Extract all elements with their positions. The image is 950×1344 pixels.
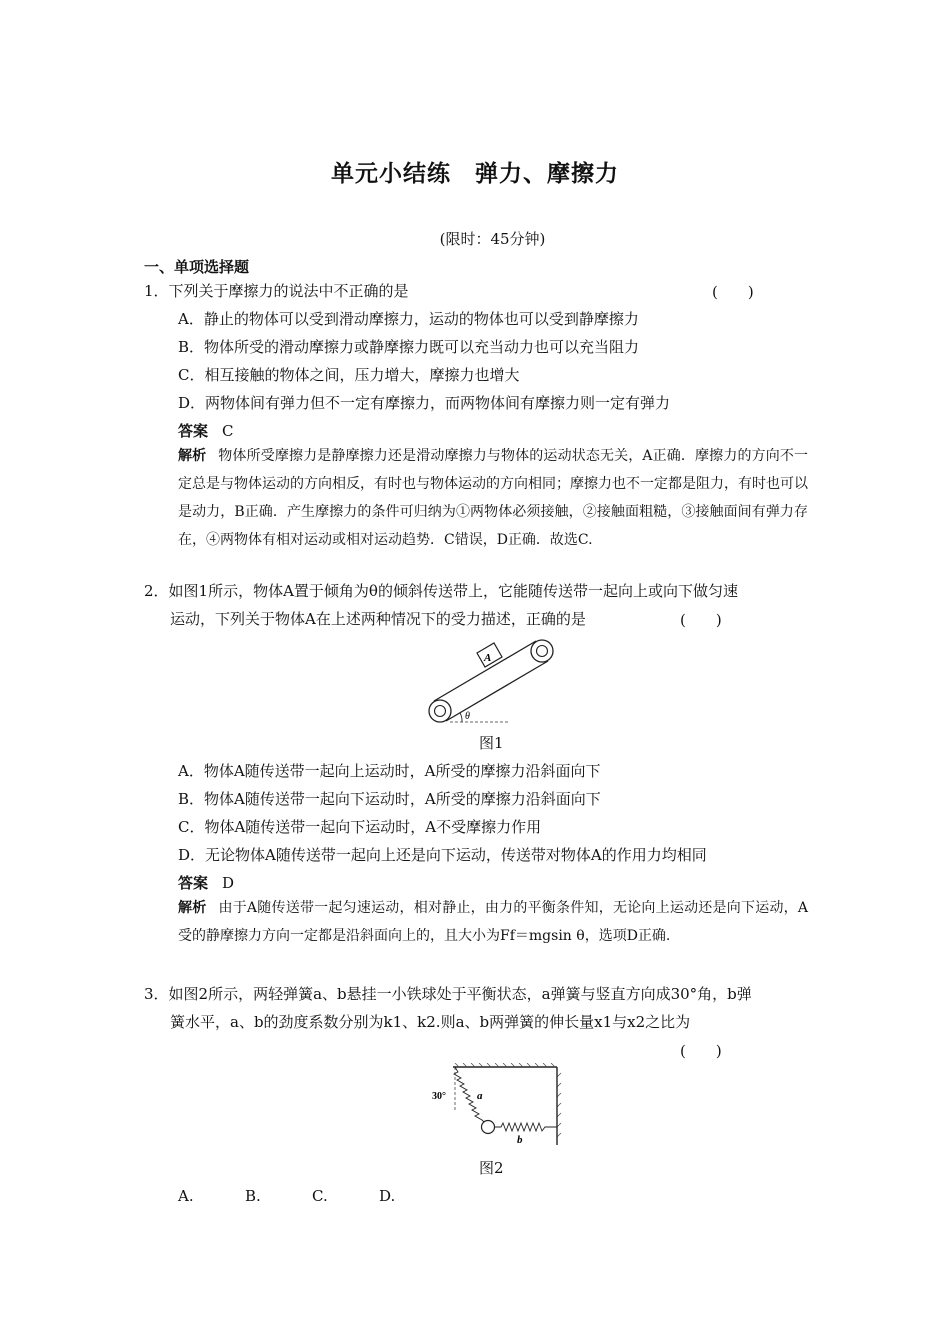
q2-answer-value: D (222, 874, 235, 892)
q1-explanation-text: 物体所受摩擦力是静摩擦力还是滑动摩擦力与物体的运动状态无关，A正确．摩擦力的方向不一定总是与物体运动的方向相反，有时也与物体运动的方向相同；摩擦力也不一定都是阻力，有时也可以是动力，B正确．产生摩擦力的条件可归纳为①两物体必须接触，②接触面粗糙，③接触面间有弹力存在，④两物体有相对运动或相对运动趋势．C错误，D正确．故选C. (178, 448, 809, 548)
q1-answer-paren: ( ) (712, 283, 754, 301)
q1-answer-value: C (222, 422, 234, 440)
q2-answer (178, 873, 234, 893)
q2-answer-paren: ( ) (680, 611, 722, 629)
spring-a-label: a (477, 1090, 483, 1102)
q1-explanation-label: 解析 (178, 448, 207, 464)
q3-stem-line1: 3．如图2所示，两轻弹簧a、b悬挂一小铁球处于平衡状态，a弹簧与竖直方向成30°角，b弹 (144, 985, 752, 1003)
q2-explanation (178, 894, 808, 950)
q2-stem-line2: 运动，下列关于物体A在上述两种情况下的受力描述，正确的是 (170, 610, 586, 628)
q1-explanation (178, 442, 808, 554)
section-heading: 一、单项选择题 (144, 258, 250, 276)
q2-stem-line1: 2．如图1所示，物体A置于倾角为θ的倾斜传送带上，它能随传送带一起向上或向下做匀速 (144, 582, 738, 600)
q3-options (178, 1186, 446, 1206)
q2-explanation-text: 由于A随传送带一起匀速运动，相对静止，由力的平衡条件知，无论向上运动还是向下运动，A受的静摩擦力方向一定都是沿斜面向上的，且大小为Ff＝mgsin θ，选项D正确. (178, 900, 809, 944)
q3-option-b: B. (245, 1187, 261, 1205)
time-limit: (限时：45分钟) (439, 230, 546, 248)
q2-explanation-label: 解析 (178, 900, 207, 916)
q2-option-b: B．物体A随传送带一起向下运动时，A所受的摩擦力沿斜面向下 (178, 790, 601, 808)
page-title: 单元小结练 弹力、摩擦力 (331, 161, 619, 187)
q3-option-d: D. (379, 1187, 396, 1205)
q1-answer (178, 421, 234, 441)
figure-2-caption: 图2 (479, 1159, 504, 1177)
q3-option-a: A. (178, 1187, 194, 1205)
angle-30-label: 30° (432, 1091, 446, 1102)
q3-answer-paren: ( ) (680, 1042, 722, 1060)
q2-option-d: D．无论物体A随传送带一起向上还是向下运动，传送带对物体A的作用力均相同 (178, 846, 707, 864)
spring-b-label: b (517, 1134, 523, 1146)
q1-option-c: C．相互接触的物体之间，压力增大，摩擦力也增大 (178, 366, 520, 384)
q3-stem-line2: 簧水平，a、b的劲度系数分别为k1、k2.则a、b两弹簧的伸长量x1与x2之比为 (170, 1013, 691, 1031)
q1-option-b: B．物体所受的滑动摩擦力或静摩擦力既可以充当动力也可以充当阻力 (178, 338, 640, 356)
theta-label: θ (465, 711, 470, 722)
block-a-label: A (484, 652, 492, 664)
conveyor-belt-figure (420, 635, 560, 727)
q3-option-c: C. (312, 1187, 328, 1205)
q1-stem: 1．下列关于摩擦力的说法中不正确的是 (144, 282, 409, 300)
spring-ball-figure (425, 1063, 565, 1153)
figure-1-caption: 图1 (479, 734, 504, 752)
q2-option-c: C．物体A随传送带一起向下运动时，A不受摩擦力作用 (178, 818, 542, 836)
q1-option-a: A．静止的物体可以受到滑动摩擦力，运动的物体也可以受到静摩擦力 (178, 310, 639, 328)
q2-option-a: A．物体A随传送带一起向上运动时，A所受的摩擦力沿斜面向下 (178, 762, 601, 780)
q1-answer-label: 答案 (178, 422, 209, 440)
q1-option-d: D．两物体间有弹力但不一定有摩擦力，而两物体间有摩擦力则一定有弹力 (178, 394, 671, 412)
q2-answer-label: 答案 (178, 874, 209, 892)
